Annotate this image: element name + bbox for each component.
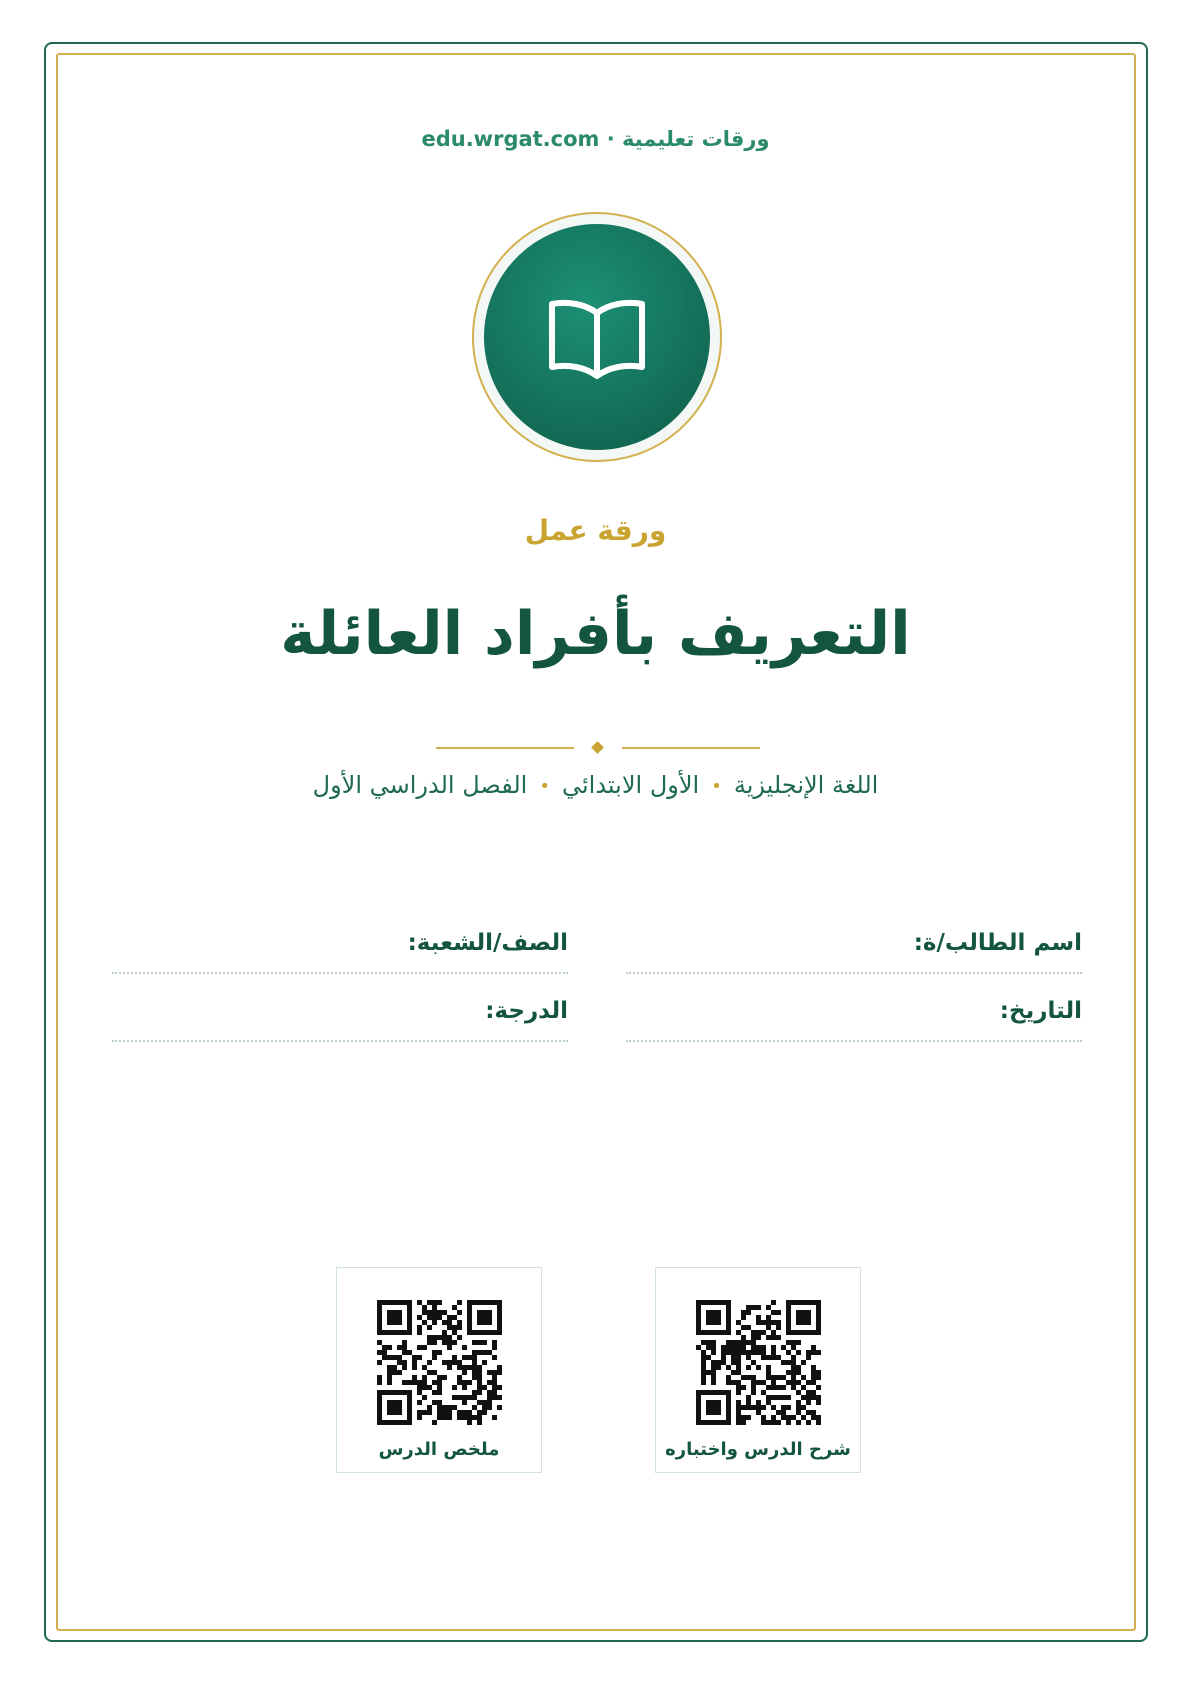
- meta-separator: •: [539, 775, 550, 797]
- open-book-icon: [548, 296, 646, 380]
- class-section-label: الصف/الشعبة:: [407, 930, 568, 956]
- header-separator: ·: [606, 127, 615, 151]
- brand-name: ورقات تعليمية: [622, 127, 770, 151]
- score-label: الدرجة:: [485, 998, 568, 1024]
- site-url: edu.wrgat.com: [421, 127, 600, 151]
- date-field[interactable]: [626, 998, 1082, 1042]
- qr-modules: [377, 1300, 502, 1425]
- qr-code-icon[interactable]: [377, 1300, 502, 1425]
- subject: اللغة الإنجليزية: [733, 771, 879, 799]
- site-header: [0, 127, 1191, 151]
- page-title: التعريف بأفراد العائلة: [280, 599, 911, 669]
- qr-code-icon[interactable]: [696, 1300, 821, 1425]
- qr-card-lesson-explanation[interactable]: [655, 1267, 861, 1473]
- course-meta: [0, 771, 1191, 799]
- meta-separator: •: [711, 775, 722, 797]
- score-field[interactable]: [112, 998, 568, 1042]
- semester: الفصل الدراسي الأول: [312, 771, 528, 799]
- student-name-field[interactable]: [626, 930, 1082, 974]
- qr-caption-lesson-explanation: شرح الدرس واختباره: [665, 1439, 851, 1460]
- document-type: ورقة عمل: [524, 514, 667, 547]
- divider-line-left: [436, 747, 574, 749]
- qr-card-lesson-summary[interactable]: [336, 1267, 542, 1473]
- grade-level: الأول الابتدائي: [561, 771, 700, 799]
- student-name-label: اسم الطالب/ة:: [913, 930, 1082, 956]
- class-section-field[interactable]: [112, 930, 568, 974]
- date-label: التاريخ:: [999, 998, 1082, 1024]
- qr-modules: [696, 1300, 821, 1425]
- qr-caption-lesson-summary: ملخص الدرس: [378, 1439, 500, 1460]
- divider-line-right: [622, 747, 760, 749]
